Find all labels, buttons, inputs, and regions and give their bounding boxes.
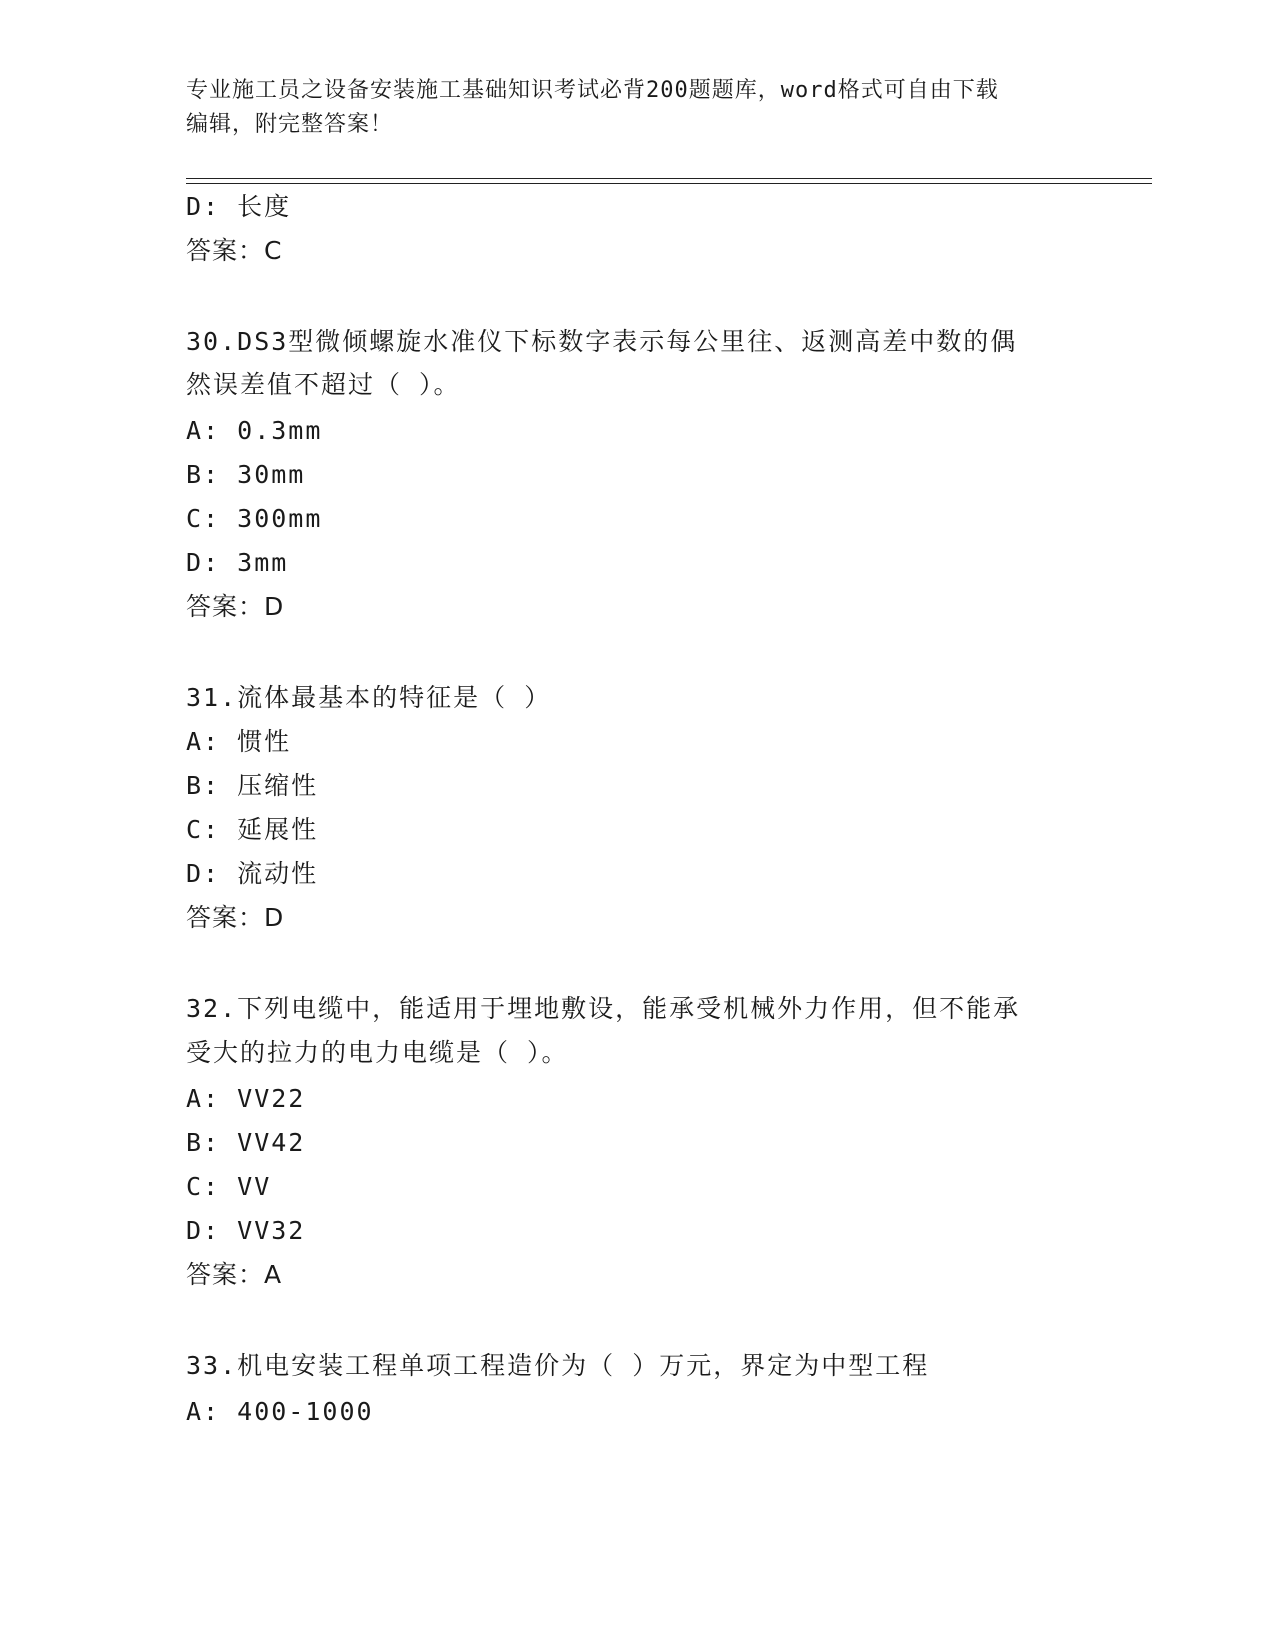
question-32-text-line-2: 受大的拉力的电力电缆是（ ）。 <box>186 1038 569 1067</box>
question-31-option-b: B: 压缩性 <box>186 771 319 800</box>
question-30-answer: 答案：D <box>186 592 285 621</box>
question-33-text-line-1: 33.机电安装工程单项工程造价为（ ）万元，界定为中型工程 <box>186 1351 930 1380</box>
question-32-option-a: A: VV22 <box>186 1084 306 1113</box>
question-30-text-line-2: 然误差值不超过（ ）。 <box>186 370 461 399</box>
header-line-2: 编辑，附完整答案！ <box>186 112 394 137</box>
question-32-option-b: B: VV42 <box>186 1128 306 1157</box>
question-30-option-b: B: 30mm <box>186 460 306 489</box>
question-32-option-c: C: VV <box>186 1172 272 1201</box>
question-33-option-a: A: 400-1000 <box>186 1397 374 1426</box>
question-31-text-line-1: 31.流体最基本的特征是（ ） <box>186 683 552 712</box>
header-line-1: 专业施工员之设备安装施工基础知识考试必背200题题库，word格式可自由下载 <box>186 78 999 103</box>
document-header <box>186 74 1066 142</box>
question-30-option-d: D: 3mm <box>186 548 289 577</box>
prev-answer: 答案：C <box>186 236 283 265</box>
question-30-option-a: A: 0.3mm <box>186 416 323 445</box>
header-divider-bottom <box>186 183 1152 184</box>
question-32-option-d: D: VV32 <box>186 1216 306 1245</box>
question-32-text-line-1: 32.下列电缆中，能适用于埋地敷设，能承受机械外力作用，但不能承 <box>186 994 1021 1023</box>
question-30-option-c: C: 300mm <box>186 504 323 533</box>
question-31-option-d: D: 流动性 <box>186 859 319 888</box>
header-divider-top <box>186 178 1152 179</box>
question-31-option-c: C: 延展性 <box>186 815 319 844</box>
question-31-option-a: A: 惯性 <box>186 727 292 756</box>
prev-option-d: D: 长度 <box>186 192 292 221</box>
question-30-text-line-1: 30.DS3型微倾螺旋水准仪下标数字表示每公里往、返测高差中数的偶 <box>186 327 1018 356</box>
question-31-answer: 答案：D <box>186 903 285 932</box>
question-32-answer: 答案：A <box>186 1260 283 1289</box>
